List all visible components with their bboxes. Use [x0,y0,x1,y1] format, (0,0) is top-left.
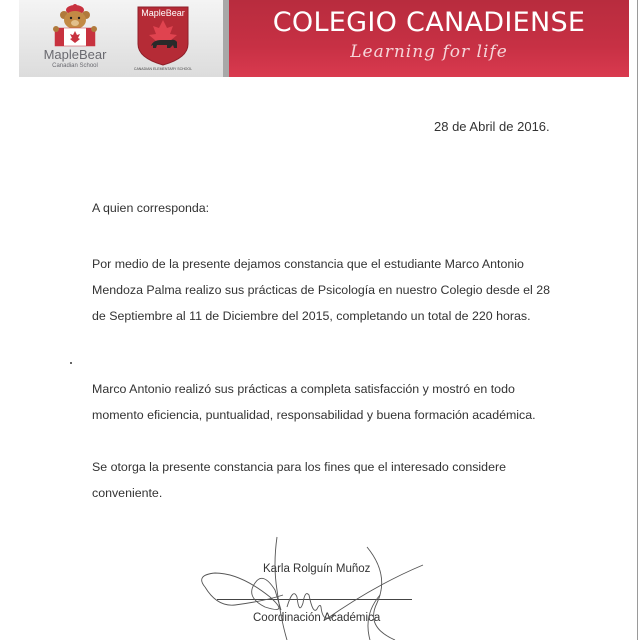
signatory-name: Karla Rolguín Muñoz [263,563,371,575]
signatory-role: Coordinación Académica [253,612,381,624]
signature-line [217,599,412,600]
shield-logo-subtitle: CANADIAN ELEMENTARY SCHOOL [133,67,193,71]
maplebear-shield-logo [133,6,193,74]
shield-logo-name: MapleBear [141,8,185,18]
scan-speck [70,362,72,364]
logo-strip [19,0,229,77]
school-tagline: Learning for life [350,42,508,62]
paragraph-evaluation: Marco Antonio realizó sus prácticas a completa satisfacción y mostró en todo momento eficiencia, puntualidad, responsabilidad y buena formación académica. [92,382,536,422]
handwritten-signature-icon [195,535,425,640]
school-name: COLEGIO CANADIENSE [272,7,586,38]
paragraph-internship: Por medio de la presente dejamos constancia que el estudiante Marco Antonio Mendoza Palma realizo sus prácticas de Psicología en nuestro Colegio desde el 28 de Septiembre al 11 de Diciembre del 2015, completando un total de 220 horas. [92,257,551,323]
bear-logo-name: MapleBear [43,47,107,62]
paragraph-purpose: Se otorga la presente constancia para los fines que el interesado considere conveniente. [92,460,506,500]
letter-date: 28 de Abril de 2016. [434,119,550,134]
letterhead [19,0,629,77]
school-banner [229,0,629,77]
page-edge [637,0,638,640]
bear-logo-subtitle: Canadian School [52,63,98,69]
maplebear-bear-logo [39,4,111,72]
salutation: A quien corresponda: [92,201,210,215]
bear-flag-icon [39,4,111,48]
